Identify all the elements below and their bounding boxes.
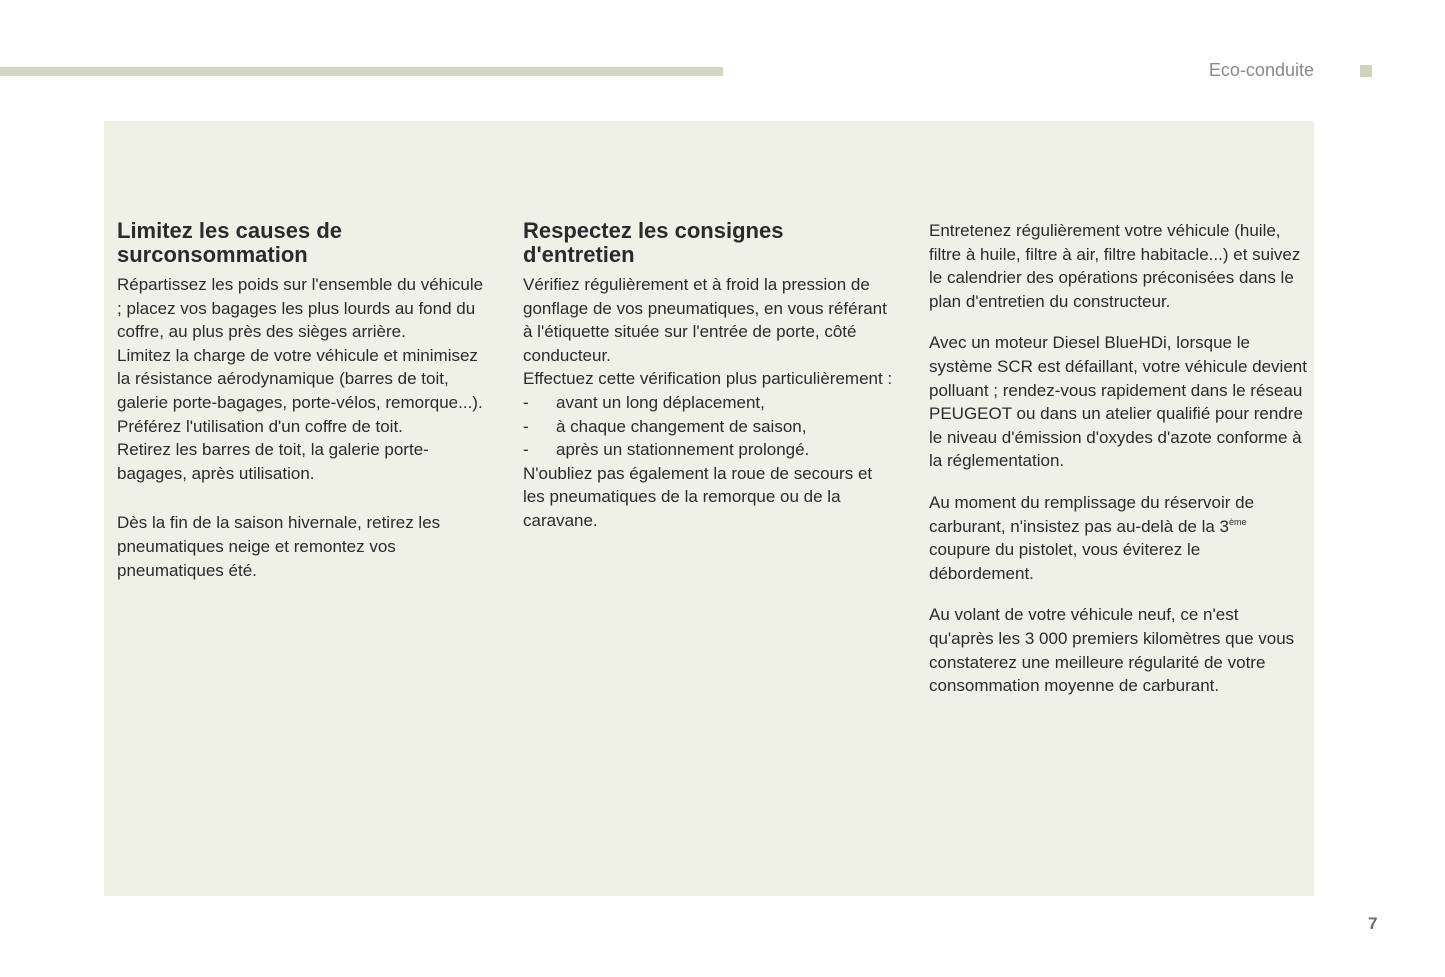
section-marker-icon	[1360, 65, 1372, 77]
page-number: 7	[1368, 914, 1378, 933]
section-title: Eco-conduite	[1208, 60, 1314, 80]
paragraph-spare-wheel: N'oubliez pas également la roue de secours et les pneumatiques de la remorque ou de la caravane.	[523, 463, 873, 530]
dash-bullet: -	[523, 440, 529, 460]
refuelling-text-start: Au moment du remplissage du réservoir de carburant, n'insistez pas au-delà de la 3	[929, 492, 1255, 536]
paragraph-new-vehicle: Au volant de votre véhicule neuf, ce n'est qu'après les 3 000 premiers kilomètres que vous constaterez une meilleure régularité de votre consommation moyenne de carburant.	[929, 605, 1295, 696]
column-advice	[929, 219, 1307, 698]
paragraph-load-limit: Limitez la charge de votre véhicule et minimisez la résistance aérodynamique (barres de toit, galerie porte-bagages, porte-vélos, remorque...). Préférez l'utilisation d'un coffre de toit.	[117, 345, 483, 436]
paragraph-remove-roof-bars: Retirez les barres de toit, la galerie porte-bagages, après utilisation.	[117, 440, 429, 483]
column-maintenance	[523, 219, 893, 533]
list-item	[523, 438, 893, 462]
list-item	[523, 415, 893, 439]
list-item	[523, 391, 893, 415]
dash-bullet: -	[523, 416, 529, 436]
list-item-text: à chaque changement de saison,	[556, 416, 807, 436]
paragraph-refuelling	[929, 491, 1307, 585]
paragraph-check-lead: Effectuez cette vérification plus particulièrement :	[523, 369, 893, 389]
heading-overconsumption: Limitez les causes de surconsommation	[117, 218, 342, 267]
header-rule	[0, 67, 723, 76]
paragraph-weight-distribution: Répartissez les poids sur l'ensemble du véhicule ; placez vos bagages les plus lourds au fond du coffre, au plus près des sièges arrière.	[117, 275, 484, 342]
paragraph-winter-tyres: Dès la fin de la saison hivernale, retirez les pneumatiques neige et remontez vos pneumatiques été.	[117, 513, 441, 580]
column-overconsumption	[117, 219, 487, 582]
content-panel	[104, 121, 1314, 896]
heading-maintenance: Respectez les consignes d'entretien	[523, 218, 784, 267]
list-item-text: après un stationnement prolongé.	[556, 440, 810, 460]
paragraph-regular-maintenance: Entretenez régulièrement votre véhicule (huile, filtre à huile, filtre à air, filtre habitacle...) et suivez le calendrier des opérations préconisées dans le plan d'entretien du constructeur.	[929, 221, 1301, 311]
ordinal-suffix: ème	[1228, 516, 1247, 527]
refuelling-text-end: coupure du pistolet, vous éviterez le débordement.	[929, 540, 1201, 583]
dash-bullet: -	[523, 392, 529, 412]
paragraph-bluehdi: Avec un moteur Diesel BlueHDi, lorsque le système SCR est défaillant, votre véhicule devient polluant ; rendez-vous rapidement dans le réseau PEUGEOT ou dans un atelier qualifié pour rendre le niveau d'émission d'oxydes d'azote conforme à la réglementation.	[929, 333, 1307, 471]
list-item-text: avant un long déplacement,	[556, 392, 765, 412]
paragraph-tyre-pressure: Vérifiez régulièrement et à froid la pression de gonflage de vos pneumatiques, en vous référant à l'étiquette située sur l'entrée de porte, côté conducteur.	[523, 275, 887, 365]
